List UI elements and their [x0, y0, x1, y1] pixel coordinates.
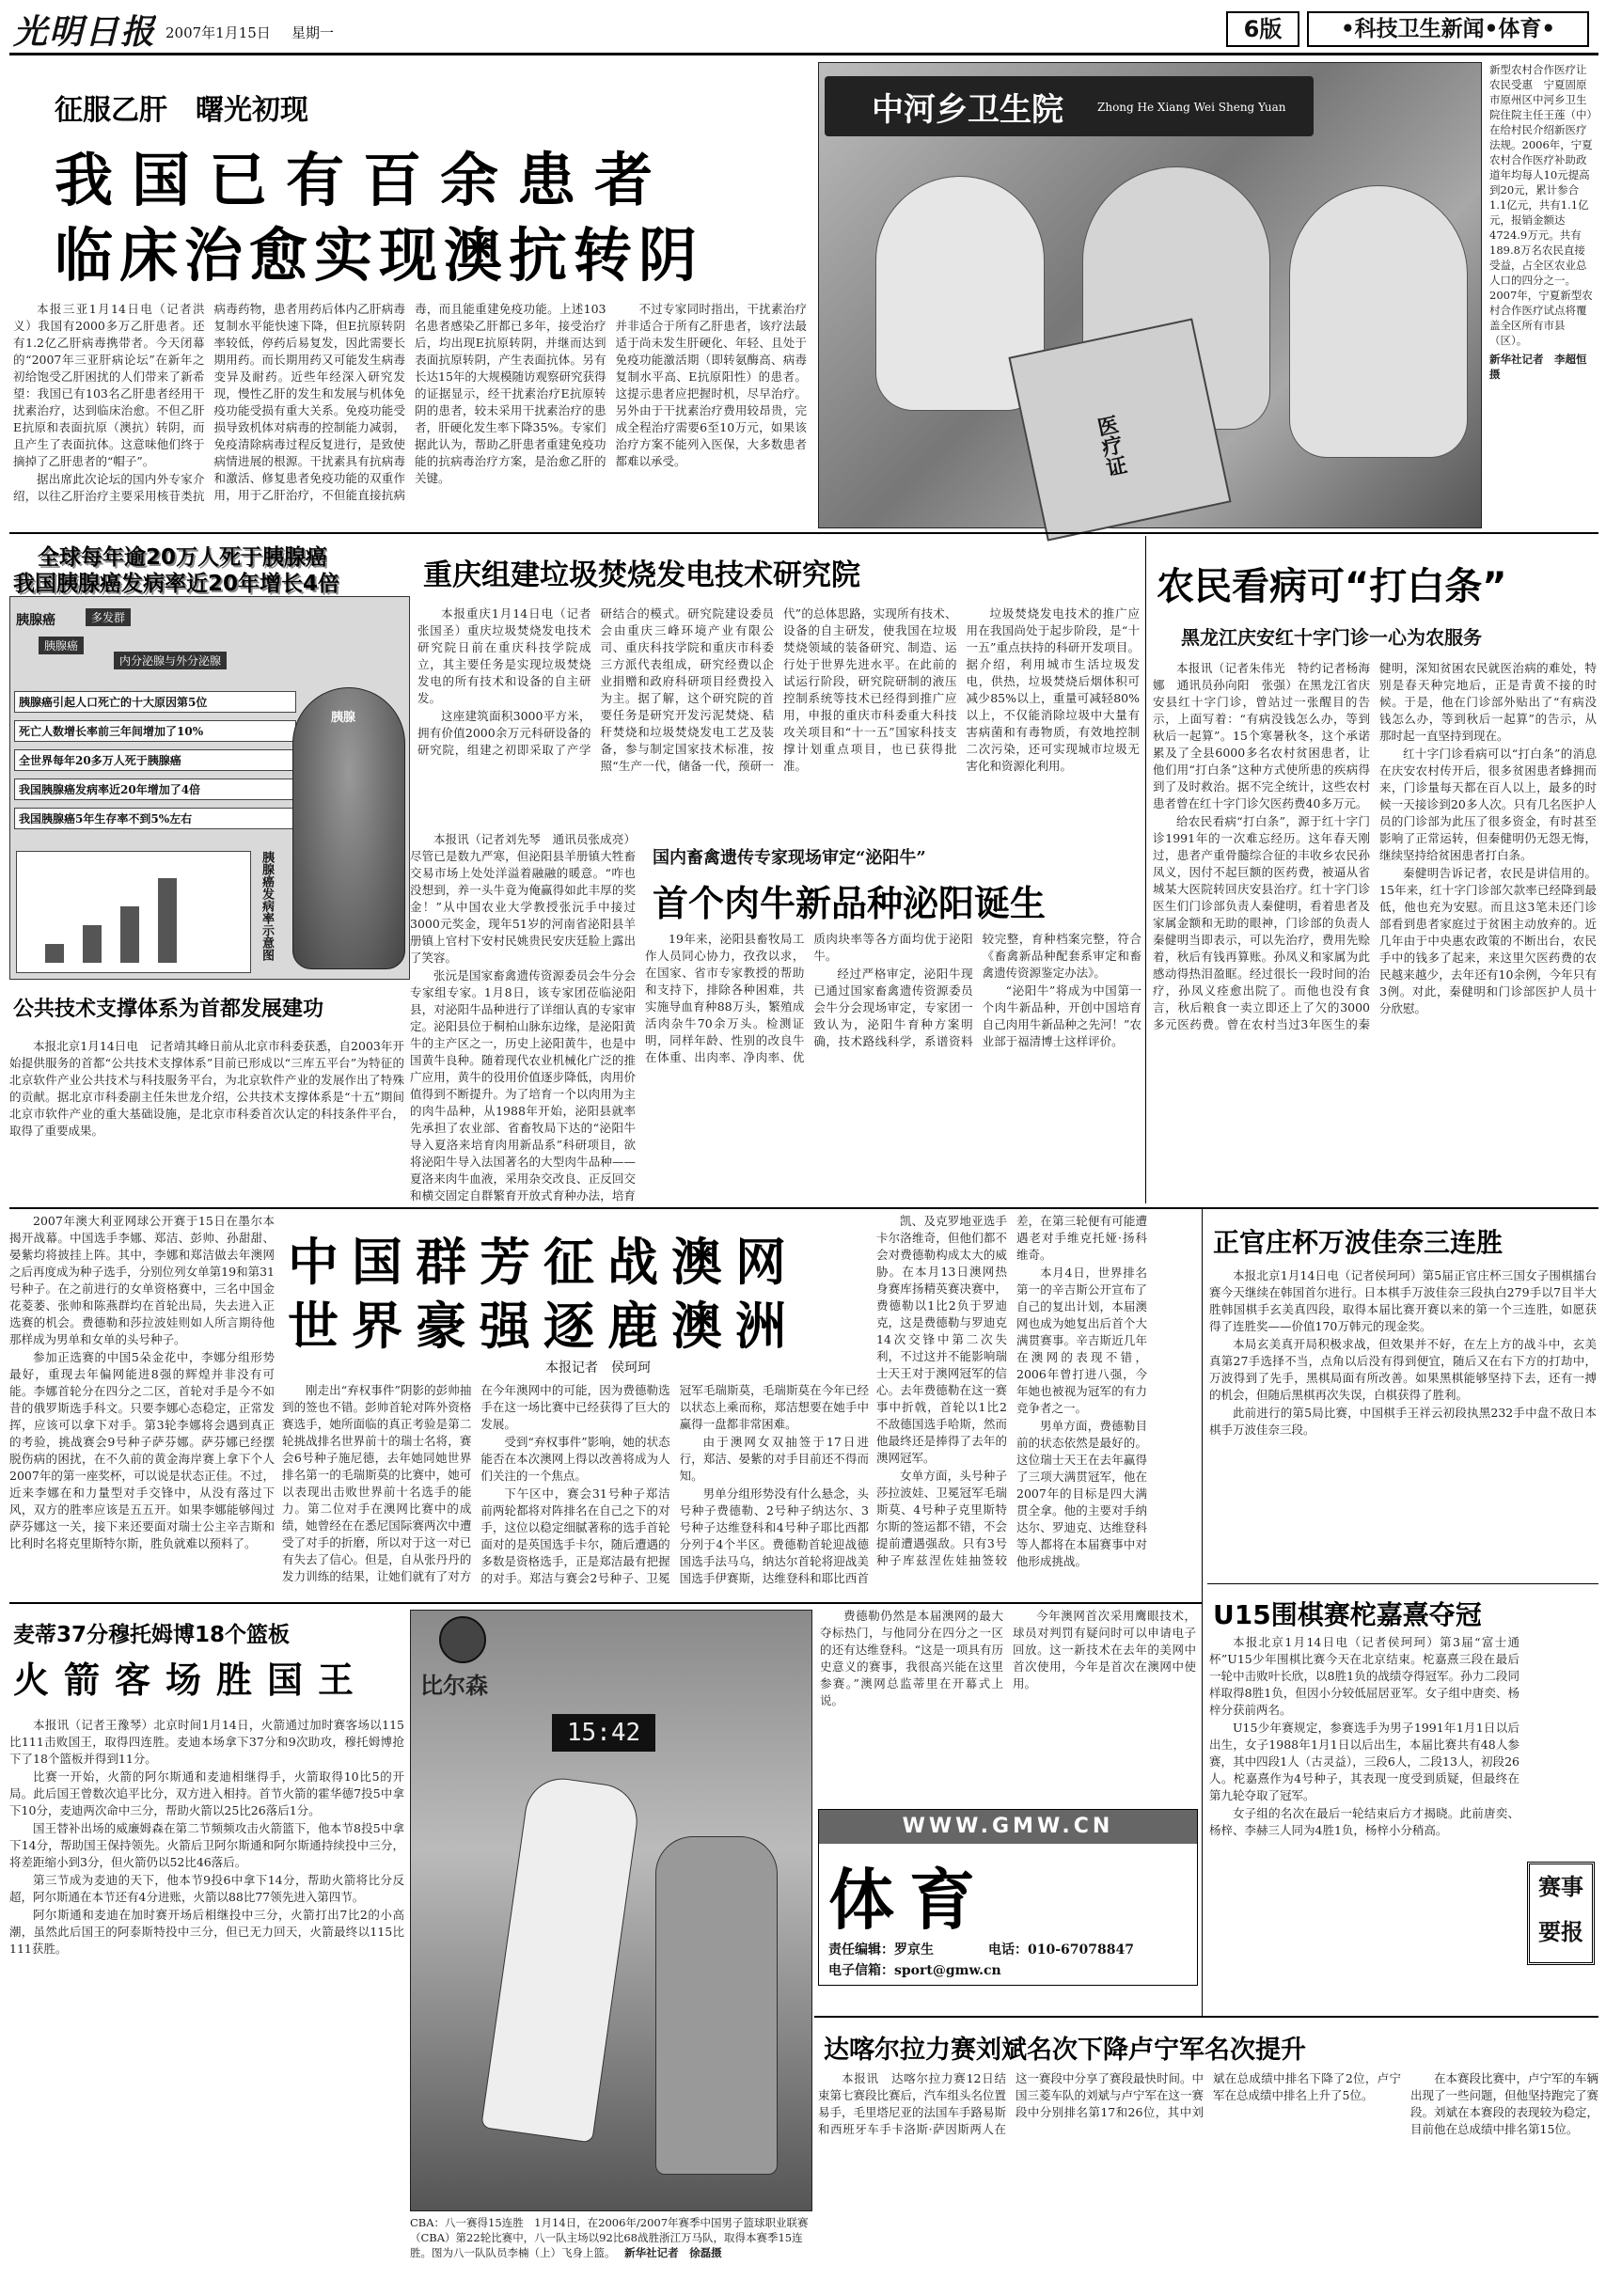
badge-line: 赛事	[1538, 1873, 1583, 1900]
doctor-paragraph: 给农民看病“打白条”，源于红十字门诊1991年的一次难忘经历。这年春天刚过，患者产重骨髓综合征的丰收乡农民孙凤义，因付不起巨额的医药费，被逼从省城某大医院转回庆安县治疗。红十字门诊医生们门诊部负责人秦健明，看着患者及家属金额和无助的眼神，门诊部的负责人秦健明当即表示，可以先治疗，费用先赊着，秋后有钱再算账。孙凤义和家属为此感动得热泪盈眶。经过很长一段时间的治疗，孙凤义痊愈出院了。而他也没有食言，秋后粮食一卖立即还上了欠的3000多元医药费。曾在农村当过3年医生的秦健明，深知贫困农民就医治病的难处，特别是春天种完地后，正是青黄不接的时候。于是，他在门诊部外贴出了“有病没钱怎么办，等到秋后一起算”的告示，从那时起一直坚持到现在。	[1153, 661, 1597, 1031]
nba-paragraph: 比赛一开始，火箭的阿尔斯通和麦迪相继得手，火箭取得10比5的开局。此后国王曾数次追平比分，双方进入相持。首节火箭的霍华德7投5中拿下10分，麦迪两次命中三分，帮助火箭以25比26落后1分。	[9, 1769, 404, 1817]
cancer-title-line2: 我国胰腺癌发病率近20年增长4倍	[13, 572, 340, 596]
stat-item: 我国胰腺癌发病率近20年增加了4倍	[14, 778, 296, 800]
chess-paragraph: 此前进行的第5局比赛，中国棋手王祥云初段执黑232手中盘不敌日本棋手万波佳奈三段。	[1209, 1406, 1597, 1437]
sport-phone: 电话：010-67078847	[988, 1942, 1134, 1958]
dakar-rally-story	[818, 2021, 1598, 2290]
u15-paragraph: 本报北京1月14日电（记者侯珂珂）第3届“富士通杯”U15少年围棋比赛今天在北京结束。柁嘉熹三段在最后一轮中击败叶长欣，以8胜1负的战绩夺得冠军。孙力二段同样取得8胜1负，但因小分较低屈居亚军。女子组中唐奕、杨梓分获前两名。	[1209, 1635, 1519, 1717]
cattle-title: 首个肉牛新品种泌阳诞生	[653, 883, 1047, 924]
incidence-bar	[45, 944, 64, 963]
incidence-bar	[83, 925, 102, 963]
section-label: •科技卫生新闻•体育•	[1307, 11, 1589, 47]
waste-paragraph: 这座建筑面积3000平方米，拥有价值2000余万元科研设备的研究院，组建之初即采取了产学研结合的模式。研究院建设委员会由重庆三峰环境产业有限公司、重庆科技学院和重庆市科委三方派代表组成，研究经费以企业捐赠和政府科研项目经费投入为主。据了解，这个研究院的首要任务是研究开发污泥焚烧、秸秆焚烧和垃圾焚烧发电工艺及装备，参与制定国家技术标准，按照“生产一代，储备一代，预研一代”的总体思路，实现所有技术、设备的自主研发，使我国在垃圾焚烧领域的装备研究、制造、运行处于世界先进水平。在此前的试运行阶段，研究院研制的液压控制系统等技术已经得到推广应用，申报的重庆市科委重大科技攻关项目和“十一五”国家科技支撑计划重点项目，也已获得批准。	[417, 606, 957, 773]
waste-title: 重庆组建垃圾焚烧发电技术研究院	[423, 558, 860, 592]
infographic-tag: 多发群	[86, 608, 131, 626]
chess-paragraph: 本局玄美真开局积极求战，但效果并不好，在左上方的战斗中，玄美真第27手选择不当，点角以后没有得到便宜，随后又在右下方的打劫中，万波得到了先手，黑棋局面有所改善。如果黑棋能够坚持下去，还有一搏的机会，但随后黑棋再次失误，白棋获得了胜利。	[1209, 1337, 1597, 1402]
infographic-panel	[9, 596, 410, 980]
cattle-paragraph: 张沅是国家畜禽遗传资源委员会牛分会专家组专家。1月8日，该专家团莅临泌阳县，对泌阳牛品种进行了详细认真的专家审定。泌阳县位于桐柏山脉东边缘，是泌阳黄牛的主产区之一，历史上泌阳黄牛，也是中国黄牛良种。随着现代农业机械化广泛的推广应用，黄牛的役用价值逐步降低，肉用价值得到不断提升。为了培育一个以肉用为主的肉牛品种，从1988年开始，泌阳县就率先承担了农业部、省畜牧局下达的“泌阳牛导入夏洛来培育肉用新品系”科研项目，欲将泌阳牛导入法国著名的大型肉牛品种——夏洛来肉牛血液，采用杂交改良、正反回交和横交固定自群繁育开放式育种办法，培育	[410, 968, 636, 1203]
sport-url: WWW.GMW.CN	[819, 1810, 1197, 1844]
dakar-rule	[814, 2016, 1598, 2018]
clinic-photo-caption	[1489, 62, 1593, 528]
cba-caption-text: CBA：八一赛得15连胜 1月14日，在2006年/2007年赛季中国男子篮球职业联赛（CBA）第22轮比赛中，八一队主场以92比68战胜浙江万马队，取得本赛季15连胜。图为八一队队员李楠（上）飞身上篮。	[410, 2216, 809, 2259]
public-tech-body	[9, 1038, 404, 1203]
row1-rule	[9, 532, 1598, 534]
australian-open-story	[9, 1213, 1147, 1598]
infographic-left-label: 胰腺癌	[16, 613, 55, 628]
cba-photo	[410, 1610, 812, 2211]
tennis-paragraph: 受到“弃权事件”影响，她的状态能否在本次澳网上得以改善将成为人们关注的一个焦点。	[480, 1435, 670, 1483]
chess-title: 正官庄杯万波佳奈三连胜	[1213, 1227, 1504, 1258]
tennis-paragraph: 女单方面，头号种子莎拉波娃、卫冕冠军毛瑞斯莫、4号种子克里斯特尔斯的签运都不错，不会提前遭遇强敌。只有3号种子库兹涅佐娃抽签较差，在第三轮便有可能遭遇老对手维克托娅·扬科维奇。	[876, 1214, 1147, 1567]
sport-section-banner	[818, 1809, 1198, 1986]
cattle-kicker: 国内畜禽遗传专家现场审定“泌阳牛”	[653, 848, 926, 868]
masthead	[0, 0, 1606, 53]
tennis-paragraph: 参加正选赛的中国5朵金花中，李娜分组形势最好，重现去年偏网能进8强的辉煌并非没有可能。李娜首轮分在四分之二区，首轮对手是今不如昔的俄罗斯选手科文。只要李娜心态稳定，正常发挥，应该可以拿下对手。第3轮李娜将会遇到真正的考验，挑战赛会9号种子萨芬娜。萨芬娜已经摆脱伤病的困扰，在不久前的黄金海岸赛上拿下个人2007年的第一座奖杯，可以说是状态正佳。不过，近来李娜在和力量型对手交锋中，从没有落过下风，双方的胜率应该是五五开。如果李娜能够闯过萨芬娜这一关，接下来还要面对瑞士公主辛吉斯和比利时名将克里斯特尔斯，胜负就难以预料了。	[9, 1350, 275, 1550]
farmer-clinic-story	[1153, 538, 1597, 1203]
incidence-bar	[120, 906, 139, 963]
page-number: 6版	[1226, 11, 1299, 47]
doctor-paragraph: 红十字门诊看病可以“打白条”的消息在庆安农村传开后，很多贫困患者蜂拥而来，门诊量每天都在百人以上，最多的时候一天接诊到20多人次。只有几名医护人员的门诊部为此压了很多资金，有时甚至影响了正常运转，但秦健明仍无怨无悔，继续坚持给贫困患者打白条。	[1379, 747, 1597, 862]
sport-email: 电子信箱：sport@gmw.cn	[828, 1963, 1001, 1978]
masthead-date: 2007年1月15日	[165, 24, 271, 41]
tennis-paragraph: 男单方面，费德勒目前的状态依然是最好的。这位瑞士天王在去年赢得了三项大满贯冠军，他在2007年的目标是四大满贯全拿。他的主要对手纳达尔、罗迪克、达维登科等人都将在本届赛事中对他形成挑战。	[1016, 1419, 1147, 1568]
cattle-paragraph: 本报讯（记者刘先琴 通讯员张成亮）尽管已是数九严寒，但泌阳县羊册镇大牲畜交易市场上处处洋溢着融融的暖意。“咋也没想到，养一头牛竟为俺赢得如此丰厚的奖金！”从中国农业大学教授张沅手中接过3000元奖金，现年51岁的河南省泌阳县羊册镇上官村下安村民姚贵民安庆廷脸上露出了笑容。	[410, 832, 636, 965]
doctor-subtitle: 黑龙江庆安红十字门诊一心为农服务	[1181, 626, 1482, 649]
story1-paragraph: 不过专家同时指出，干扰素治疗并非适合于所有乙肝患者，该疗法最适于尚未发生肝硬化、年轻、且处于免疫功能激活期（即转氨酶高、病毒复制水平高、E抗原阳性）的患者。这提示患者应把握时机，尽早治疗。另外由于干扰素治疗费用较昂贵，完成全程治疗需要6至10万元，如果该治疗方案不能列入医保，大多数患者都难以承受。	[615, 302, 807, 468]
medical-booklet-label: 医疗证	[1092, 413, 1129, 480]
stat-item: 死亡人数增长率前三年间增加了10%	[14, 720, 296, 742]
public-tech-paragraph: 本报北京1月14日电 记者靖其峰日前从北京市科委获悉，自2003年开始提供服务的首都“公共技术支撑体系”目前已形成以“三库五平台”为特征的北京软件产业公共技术与科技服务平台，为北京软件产业的发展作出了特殊的贡献。据北京市科委副主任朱世龙介绍，公共技术支撑体系是“十五”期间北京市软件产业的重大基础设施，是北京市科委首次认定的科技条件平台，取得了重要成果。	[9, 1039, 404, 1138]
medical-booklet	[1008, 318, 1231, 541]
nba-paragraph: 国王替补出场的威廉姆森在第二节频频攻击火箭篮下，他本节8投5中拿下14分，帮助国王保持领先。火箭后卫阿尔斯通和阿尔斯通持续投中三分，将差距缩小到3分，但火箭仍以52比46落后。	[9, 1821, 404, 1869]
u15-body	[1209, 1634, 1519, 2016]
masthead-logo: 光明日报	[13, 12, 157, 52]
u15-title: U15围棋赛柁嘉熹夺冠	[1213, 1599, 1482, 1630]
clinic-sign-english: Zhong He Xiang Wei Sheng Yuan	[1097, 101, 1286, 114]
waste-incineration-story	[417, 538, 1140, 829]
cancer-title-line1: 全球每年逾20万人死于胰腺癌	[38, 545, 328, 570]
waste-paragraph: 垃圾焚烧发电技术的推广应用在我国尚处于起步阶段，是“十一五”重点扶持的科研开发项目。据介绍，利用城市生活垃圾发电，供热，垃圾焚烧后烟体积可减少85%以上，重量可减轻80%以上，不仅能消除垃圾中大量有害病菌和有毒物质，有效地控制二次污染，还可实现城市垃圾无害化和资源化利用。	[966, 606, 1140, 773]
cattle-paragraph: 19年来，泌阳县畜牧局工作人员同心协力，孜孜以求，在国家、省市专家教授的帮助和支持下，排除各种困难，共实施导血育种88万头，繁殖成活肉杂牛70余万头。检测证明，同样年龄、性别的改良牛在体重、出肉率、净肉率、优质肉块率等各方面均优于泌阳牛。	[645, 932, 973, 1064]
story1-body	[13, 301, 807, 528]
tennis-paragraph: 凯、及克罗地亚选手卡尔洛维奇，但他们都不会对费德勒构成太大的威胁。在本月13日澳网热身赛库扬精英赛决赛中，费德勒以1比2负于罗迪克，这是费德勒与罗迪克14次交锋中第二次失利，不过这并不能影响瑞士天王对于澳网冠军的信心。去年费德勒在这一赛事中折戟，首轮以1比2不敌德国选手哈斯，然而他最终还是捧得了去年的澳网冠军。	[876, 1214, 1007, 1465]
nba-title: 火箭客场胜国王	[13, 1659, 370, 1701]
tennis-lead	[9, 1213, 275, 1598]
sport-editor: 责任编辑：罗京生	[828, 1942, 934, 1958]
doctor-title: 农民看病可“打白条”	[1157, 565, 1507, 608]
player-defending	[655, 1836, 778, 2175]
doctor-body	[1153, 660, 1597, 1203]
cba-photo-credit: 新华社记者 徐磊摄	[624, 2246, 722, 2259]
tennis-paragraph: 今年澳网首次采用鹰眼技术，球员对判罚有疑问时可以申请电子回放。这一新技术在去年的美网中首次使用，今年是首次在澳网中使用。	[1013, 1609, 1196, 1691]
hepatitis-story	[13, 58, 807, 528]
tennis-title-line2: 世界豪强逐鹿澳洲	[288, 1297, 799, 1356]
story1-paragraph: 本报三亚1月14日电（记者洪义）我国有2000多万乙肝患者。还有1.2亿乙肝病毒携带者。今天闭幕的“2007年三亚肝病论坛”在新年之初给饱受乙肝困扰的人们带来了新希望：我国已有103名乙肝患者经用干扰素治疗，达到临床治愈。不但乙肝E抗原和表面抗原（澳抗）转阴，而且产生了表面抗体。这意味他们终于摘掉了乙肝患者的“帽子”。	[13, 302, 205, 468]
masthead-weekday: 星期一	[291, 24, 335, 41]
column-rule	[1145, 536, 1146, 1203]
tennis-paragraph: 本月4日，世界排名第一的辛吉斯公开宣布了自己的复出计划，本届澳网也成为她复出后首个大满贯赛事。辛吉斯近几年在澳网的表现不错，2006年曾打进八强，今年她也被视为冠军的有力竞争者之一。	[1016, 1266, 1147, 1415]
cattle-body	[645, 931, 1142, 1203]
public-tech-story	[9, 983, 404, 1203]
go-tournament-story	[1209, 1213, 1597, 1580]
story1-kicker: 征服乙肝 曙光初现	[55, 94, 308, 127]
clinic-photo-credit: 新华社记者 李超恒摄	[1489, 353, 1587, 381]
badge-line: 要报	[1538, 1918, 1583, 1945]
basketball	[439, 1616, 486, 1663]
cattle-paragraph: 经过严格审定，泌阳牛现已通过国家畜禽遗传资源委员会牛分会现场审定，专家团一致认为，泌阳牛育种方案明确，技术路线科学，系谱资料较完整，育种档案完整，符合《畜禽新品种配套系审定和畜禽遗传资源鉴定办法》。	[813, 932, 1142, 1048]
public-tech-title: 公共技术支撑体系为首都发展建功	[13, 998, 324, 1021]
beef-cattle-story	[410, 831, 1142, 1203]
nba-paragraph: 阿尔斯通和麦迪在加时赛开场后相继投中三分，火箭打出7比2的小高潮，虽然此后国王的阿泰斯特投中三分，但已无力回天，火箭最终以115比111获胜。	[9, 1908, 404, 1956]
cattle-paragraph: “泌阳牛”将成为中国第一个肉牛新品种，开创中国培育自己肉用牛新品种之先河！”农业部于福清博士这样评价。	[982, 983, 1142, 1048]
nba-paragraph: 第三节成为麦迪的天下，他本节9投6中拿下14分，帮助火箭将比分反超，阿尔斯通在本节还有4分进账，火箭以88比77领先进入第四节。	[9, 1873, 404, 1904]
arena-banner: 比尔森	[420, 1672, 488, 1699]
tennis-paragraph: 费德勒仍然是本届澳网的最大夺标热门，与他同分在四分之一区的还有达维登科。“这是一项具有历史意义的赛事，我很高兴能在这里参赛。”澳网总监蒂里在开幕式上说。	[820, 1609, 1003, 1707]
clinic-sign	[825, 76, 1314, 136]
dakar-body	[818, 2070, 1598, 2290]
story1-title-line2: 临床治愈实现澳抗转阴	[55, 221, 704, 290]
clinic-photo	[818, 62, 1482, 528]
tennis-paragraph: 由于澳网女双抽签于17日进行，郑洁、晏紫的对手目前还不得而知。	[679, 1435, 869, 1483]
stats-list	[14, 691, 296, 837]
stat-item: 我国胰腺癌5年生存率不到5%左右	[14, 808, 296, 829]
tennis-paragraph: 刚走出“弃权事件”阴影的彭帅抽到的签也不错。彭帅首轮对阵外资格赛选手，她所面临的真正考验是第二轮挑战排名世界前十的瑞士名将，赛会6号种子施尼德，去年她同她世界排名第一的毛瑞斯莫的比赛中，她可以表现出击败世界前十名选手的能力。第二位对手在澳网比赛中的成绩，她曾经在在悉尼国际赛两次中遭受了对手的折磨，所以对于这一对已有失去了信心。但是，自从张丹丹的发力训练的结果，让她们就有了对方在今年澳网中的可能，因为费德勒选手在这一场比赛中已经获得了巨大的发展。	[282, 1383, 670, 1583]
body-illustration	[292, 687, 405, 969]
infographic-tag: 内分泌腺与外分泌腺	[114, 652, 227, 669]
chess-paragraph: 本报北京1月14日电（记者侯珂珂）第5届正官庄杯三国女子围棋擂台赛今天继续在韩国首尔进行。日本棋手万波佳奈三段执白279手以7目半大胜韩国棋手玄美真四段，取得本届比赛开赛以来的第一个三连胜，如愿获得了连胜奖——价值170万韩元的现金奖。	[1209, 1268, 1597, 1333]
rockets-story	[9, 1608, 404, 2285]
row3-rule	[9, 1602, 1202, 1604]
body-illustration-label: 胰腺	[331, 711, 356, 725]
waste-body	[417, 605, 1140, 829]
tennis-byline: 本报记者 侯珂珂	[545, 1360, 651, 1376]
story1-title-line1: 我国已有百余患者	[55, 146, 672, 214]
clinic-sign-text: 中河乡卫生院	[872, 91, 1063, 129]
u15-paragraph: 女子组的名次在最后一轮结束后方才揭晓。此前唐奕、杨梓、李赫三人同为4胜1负，杨梓小分稍高。	[1209, 1806, 1519, 1837]
tennis-paragraph: 男单分组形势没有什么悬念，头号种子费德勒、2号种子纳达尔、3号种子达维登科和4号种子耶比西都分列于4个半区。费德勒首轮迎战德国选手法马乌，纳达尔首轮将迎战美国选手伊赛斯，达维登科和耶比西首	[679, 1486, 869, 1585]
story1-paragraph: 据出席此次论坛的国内外专家介绍，以往乙肝治疗主要采用核苷类抗病毒药物，患者用药后体内乙肝病毒复制水平能快速下降，但E抗原转阴率较低，停药后易复发，因此需要长期用药。而长期用药又可能发生病毒变异及耐药。近些年经深入研究发现，慢性乙肝的发生和发展与机体免疫功能受损有重大关系。免疫功能受损导致机体对病毒的控制能力减弱，免疫清除病毒过程反复进行，是致使病情进展的根源。干扰素具有抗病毒和激活、修复患者免疫功能的双重作用，用于乙肝治疗，不但能直接抗病毒，而且能重建免疫功能。上述103名患者感染乙肝都已多年，接受治疗后，均出现E抗原转阴，并继而达到表面抗原转阴，产生表面抗体。另有长达15年的大规模随访观察研究获得的证据显示，经干扰素治疗E抗原转阴的患者，较未采用干扰素治疗的患者，肝硬化发生率下降35%。专家们据此认为，帮助乙肝患者重建免疫功能的抗病毒治疗方案，是治愈乙肝的关键。	[13, 302, 606, 503]
incidence-chart	[16, 851, 251, 973]
incidence-bar	[158, 878, 177, 963]
clinic-caption-text: 新型农村合作医疗让农民受惠 宁夏固原市原州区中河乡卫生院住院主任王莲（中）在给村民介绍新医疗法规。2006年，宁夏农村合作医疗补助政道年均每人10元提高到20元，累计参合1.1亿元，共有1.1亿元，报销金额达4724.9万元。共有189.8万名农民直接受益，占全区农业总人口的四分之一。2007年，宁夏新型农村合作医疗试点将覆盖全区所有市县（区）。	[1489, 63, 1593, 347]
tennis-title-line1: 中国群芳征战澳网	[288, 1233, 799, 1292]
waste-paragraph: 本报重庆1月14日电（记者张国圣）重庆垃圾焚烧发电技术研究院日前在重庆科技学院成立，其主要任务是实现垃圾焚烧发电的所有技术和设备的自主研发。	[417, 606, 591, 705]
nba-body	[9, 1717, 404, 2285]
cba-caption	[410, 2215, 812, 2290]
scoreboard	[552, 1714, 655, 1752]
tennis-paragraph: 2007年澳大利亚网球公开赛于15日在墨尔本揭开战幕。中国选手李娜、郑洁、彭帅、孙甜甜、晏紫均将披挂上阵。其中，李娜和郑洁做去年澳网之后再度成为种子选手，分别位列女单第19和第31号种子。在之前进行的女单资格赛中，三名中国金花菱萎、张帅和陈燕群均在首轮出局，失去进入正选赛的机会。费德勒和莎拉波娃则如人所言期待他那样成为男单和女单的头号种子。	[9, 1214, 275, 1346]
stat-item: 全世界每年20多万人死于胰腺癌	[14, 749, 296, 771]
row2-rule	[9, 1207, 1598, 1209]
dakar-paragraph: 在本赛段比赛中，卢宁军的车辆出现了一些问题，但他坚持跑完了赛段。刘斌在本赛段的表现较为稳定，目前他在总成绩中排名第15位。	[1410, 2071, 1598, 2136]
scoreboard-time: 15:42	[566, 1719, 641, 1747]
cattle-lead	[410, 831, 636, 1203]
event-digest-badge	[1527, 1862, 1595, 1965]
nba-paragraph: 本报讯（记者王豫琴）北京时间1月14日，火箭通过加时赛客场以115比111击败国王，取得四连胜。麦迪本场拿下37分和9次助攻，穆托姆博抢下了18个篮板并得到11分。	[9, 1718, 404, 1766]
nba-kicker: 麦蒂37分穆托姆博18个篮板	[13, 1623, 291, 1647]
sport-title: 体育	[828, 1862, 990, 1939]
u15-go-story	[1209, 1589, 1597, 2016]
tennis-continued	[876, 1213, 1147, 1598]
chart-title: 胰腺癌发病率示意图	[260, 851, 274, 961]
dakar-paragraph: 本报讯 达喀尔拉力赛12日结束第七赛段比赛后，汽车组头名位置易手，毛里塔尼亚的法国车手路易斯和西班牙车手卡洛斯·萨因斯两人在这一赛段中分享了赛段最快时间。中国三菱车队的刘斌与卢宁军在这一赛段中分别排名第17和26位，其中刘斌在总成绩中排名下降了2位，卢宁军在总成绩中排名上升了5位。	[818, 2071, 1401, 2136]
tennis-paragraph: 下午区中，赛会31号种子郑洁前两轮都将对阵排名在自己之下的对手，这位以稳定细腻著称的选手首轮面对的是英国选手卡尔，随后遭遇的多数是资格选手，正是郑洁最有把握的对手。郑洁与赛会2号种子、卫冕冠军毛瑞斯莫，毛瑞斯莫在今年已经以状态上乘而称，郑洁想要在她手中赢得一盘都非常困难。	[480, 1383, 869, 1585]
u15-paragraph: U15少年赛规定，参赛选手为男子1991年1月1日以后出生，女子1988年1月1日以后出生，本届比赛共有48人参赛，其中四段1人（古灵益），三段6人，二段13人，初段26人。柁嘉熹作为4号种子，其表现一度受到质疑，但最终在第九轮夺取了冠军。	[1209, 1721, 1519, 1802]
player-jumping	[480, 1773, 642, 2143]
doctor-paragraph: 秦健明告诉记者，农民是讲信用的。15年来，红十字门诊部欠款率已经降到最低，他也充为安慰。而且这3笔未还门诊部看到患者家庭过于贫困主动放弃的。近几年由于中央惠农政策的不断出台，农民手中的钱多了起来，来这里欠医药费的农民越来越少，去年还有10余例，今年只有3例。对此，秦健明和门诊部医护人员十分欣慰。	[1379, 866, 1597, 1015]
person-right	[1289, 185, 1468, 458]
stat-item: 胰腺癌引起人口死亡的十大原因第5位	[14, 691, 296, 713]
dakar-title: 达喀尔拉力赛刘斌名次下降卢宁军名次提升	[824, 2036, 1306, 2065]
column-rule	[1202, 1207, 1203, 2016]
tennis-continued-lower	[820, 1608, 1196, 1803]
chess-rule	[1207, 1583, 1598, 1584]
masthead-rule	[9, 53, 1598, 55]
pancreatic-cancer-story	[9, 538, 410, 980]
infographic-tag: 胰腺癌	[39, 637, 84, 654]
tennis-body	[282, 1382, 869, 1598]
chess-body	[1209, 1267, 1597, 1580]
doctor-paragraph: 本报讯（记者朱伟光 特约记者杨海娜 通讯员孙向阳 张强）在黑龙江省庆安县红十字门诊，曾站过一张醒目的告示，上面写着：“有病没钱怎么办，等到秋后一起算”。15个寒暑秋冬，这个承诺累及了全县6000多名农村贫困患者，让他们用“打白条”这种方式使所患的疾病得到了及时救治。据不完全统计，这些农村患者曾在红十字门诊欠医药费40多万元。	[1153, 661, 1370, 810]
